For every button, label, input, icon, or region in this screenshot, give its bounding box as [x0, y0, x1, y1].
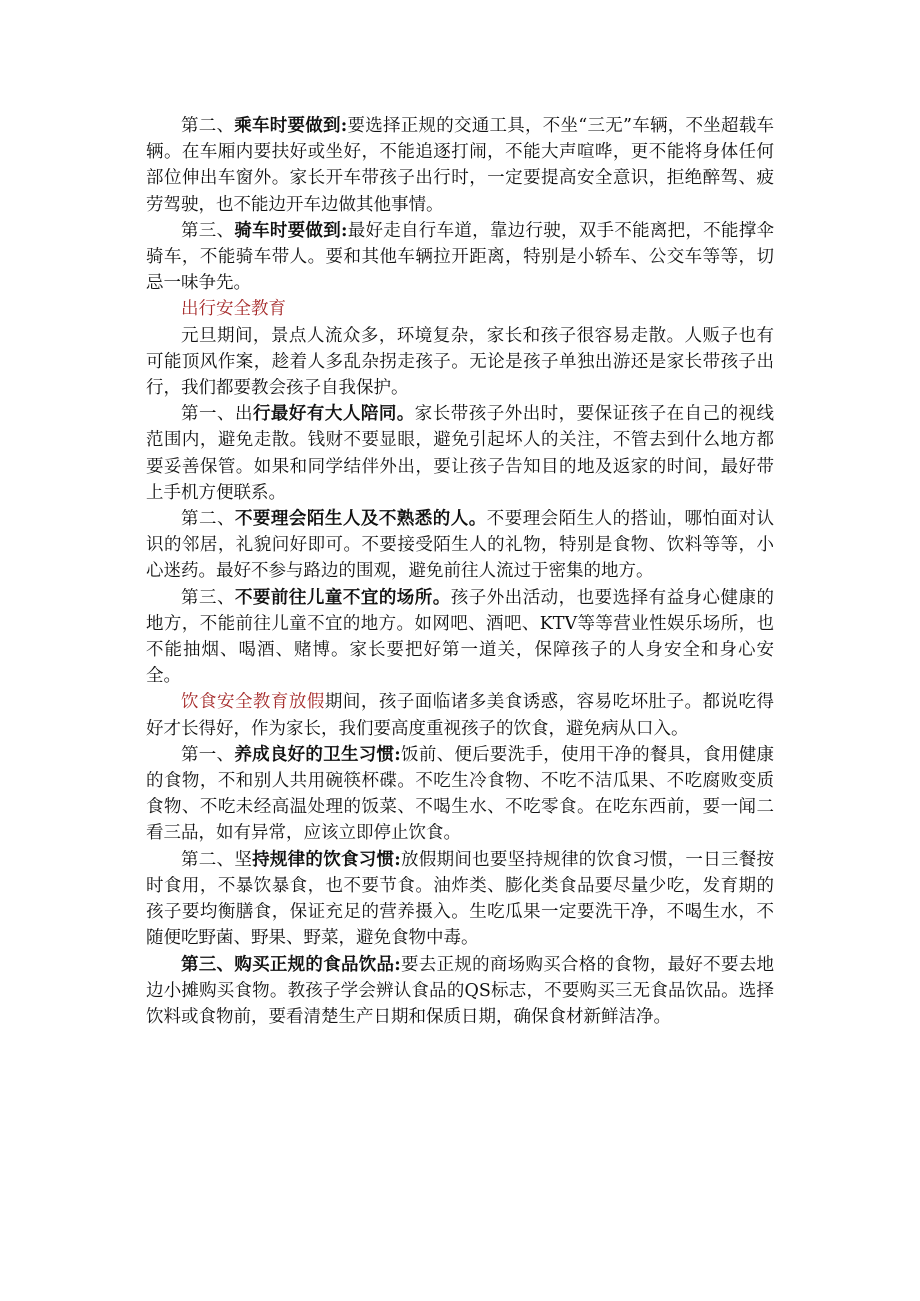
bold-lead: 养成良好的卫生习惯: [234, 744, 401, 765]
paragraph-food-intro [146, 689, 774, 741]
bold-lead: 不要理会陌生人及不熟悉的人。 [234, 509, 487, 530]
lead-text: 第二、 [181, 116, 235, 136]
paragraph-text: 要选择正规的交通工具，不坐“三无”车辆，不坐超载车辆。在车厢内要扶好或坐好，不能追逐打闹，不能大声喧哗，更不能将身体任何部位伸出车窗外。家长开车带孩子出行时，一定要提高安全意识，拒绝醉驾、疲劳驾驶，也不能边开车边做其他事情。 [146, 116, 774, 215]
lead-text: 第二、 [181, 509, 235, 530]
lead-text: 第三、 [181, 220, 235, 241]
paragraph-regular-diet [146, 847, 774, 952]
paragraph-text: 孩子外出活动，也要选择有益身心健康的地方，不能前往儿童不宜的地方。如网吧、酒吧、KTV等等营业性娱乐场所，也不能抽烟、喝酒、赌博。家长要把好第一道关，保障孩子的人身安全和身心安全。 [146, 587, 774, 687]
paragraph-text: 家长带孩子外出时，要保证孩子在自己的视线范围内，避免走散。钱财不要显眼，避免引起坏人的关注，不管去到什么地方都要妥善保管。如果和同学结伴外出，要让孩子告知目的地及返家的时间，最好带上手机方便联系。 [146, 404, 774, 503]
paragraph-text: 最好走自行车道，靠边行驶，双手不能离把，不能撑伞骑车，不能骑车带人。要和其他车辆拉开距离，特别是小轿车、公交车等等，切忌一味争先。 [146, 220, 775, 294]
heading-travel-safety: 出行安全教育 [181, 299, 286, 320]
paragraph-vehicle-rules [146, 113, 774, 218]
paragraph-text: 饭前、便后要洗手，使用干净的餐具，食用健康的食物，不和别人共用碗筷杯碟。不吃生冷食物、不吃不洁瓜果、不吃腐败变质食物、不吃未经高温处理的饭菜、不喝生水、不吃零食。在吃东西前，要一闻二看三品，如有异常，应该立即停止饮食。 [146, 744, 775, 844]
paragraph-adult-accompany [146, 401, 774, 506]
paragraph-text: 期间，孩子面临诸多美食诱惑，容易吃坏肚子。都说吃得好才长得好，作为家长，我们要高度重视孩子的饮食，避免病从口入。 [146, 692, 774, 739]
bold-lead: 第三、购买正规的食品饮品: [181, 954, 401, 975]
heading-food-safety: 饮食安全教育 [181, 692, 289, 713]
paragraph-bicycle-rules [146, 218, 774, 297]
bold-lead: 行最好有大人陪同。 [252, 404, 415, 425]
paragraph-travel-intro: 元旦期间，景点人流众多，环境复杂，家长和孩子很容易走散。人贩子也有可能顶风作案，趁着人多乱杂拐走孩子。无论是孩子单独出游还是家长带孩子出行，我们都要教会孩子自我保护。 [146, 325, 774, 399]
lead-text: 第一、出 [181, 404, 253, 425]
paragraph-text: 要去正规的商场购买合格的食物，最好不要去地边小摊购买食物。教孩子学会辨认食品的QS标志，不要购买三无食品饮品。选择饮料或食物前，要看清楚生产日期和保质日期，确保食材新鲜洁净。 [146, 954, 774, 1027]
heading-food-tail: 放假 [288, 692, 325, 713]
bold-lead: 不要前往儿童不宜的场所。 [234, 587, 451, 608]
paragraph-hygiene [146, 742, 774, 847]
lead-text: 第三、 [181, 587, 235, 608]
bold-lead: 持规律的饮食习惯: [252, 849, 401, 870]
lead-text: 第一、 [181, 744, 235, 765]
lead-text: 第二、坚 [181, 849, 253, 870]
paragraph-strangers [146, 506, 774, 585]
bold-lead: 骑车时要做到: [234, 220, 348, 241]
paragraph-text: 不要理会陌生人的搭讪，哪怕面对认识的邻居，礼貌问好即可。不要接受陌生人的礼物，特别是食物、饮料等等，小心迷药。最好不参与路边的围观，避免前往人流过于密集的地方。 [146, 509, 774, 582]
paragraph-buy-food [146, 952, 774, 1031]
document-body [146, 113, 774, 1030]
bold-lead: 乘车时要做到: [234, 116, 348, 136]
paragraph-unsuitable-places [146, 585, 774, 690]
paragraph-text: 放假期间也要坚持规律的饮食习惯，一日三餐按时食用，不暴饮暴食，也不要节食。油炸类、膨化类食品要尽量少吃，发育期的孩子要均衡膳食，保证充足的营养摄入。生吃瓜果一定要洗干净，不喝生水，不随便吃野菌、野果、野菜，避免食物中毒。 [146, 849, 775, 949]
